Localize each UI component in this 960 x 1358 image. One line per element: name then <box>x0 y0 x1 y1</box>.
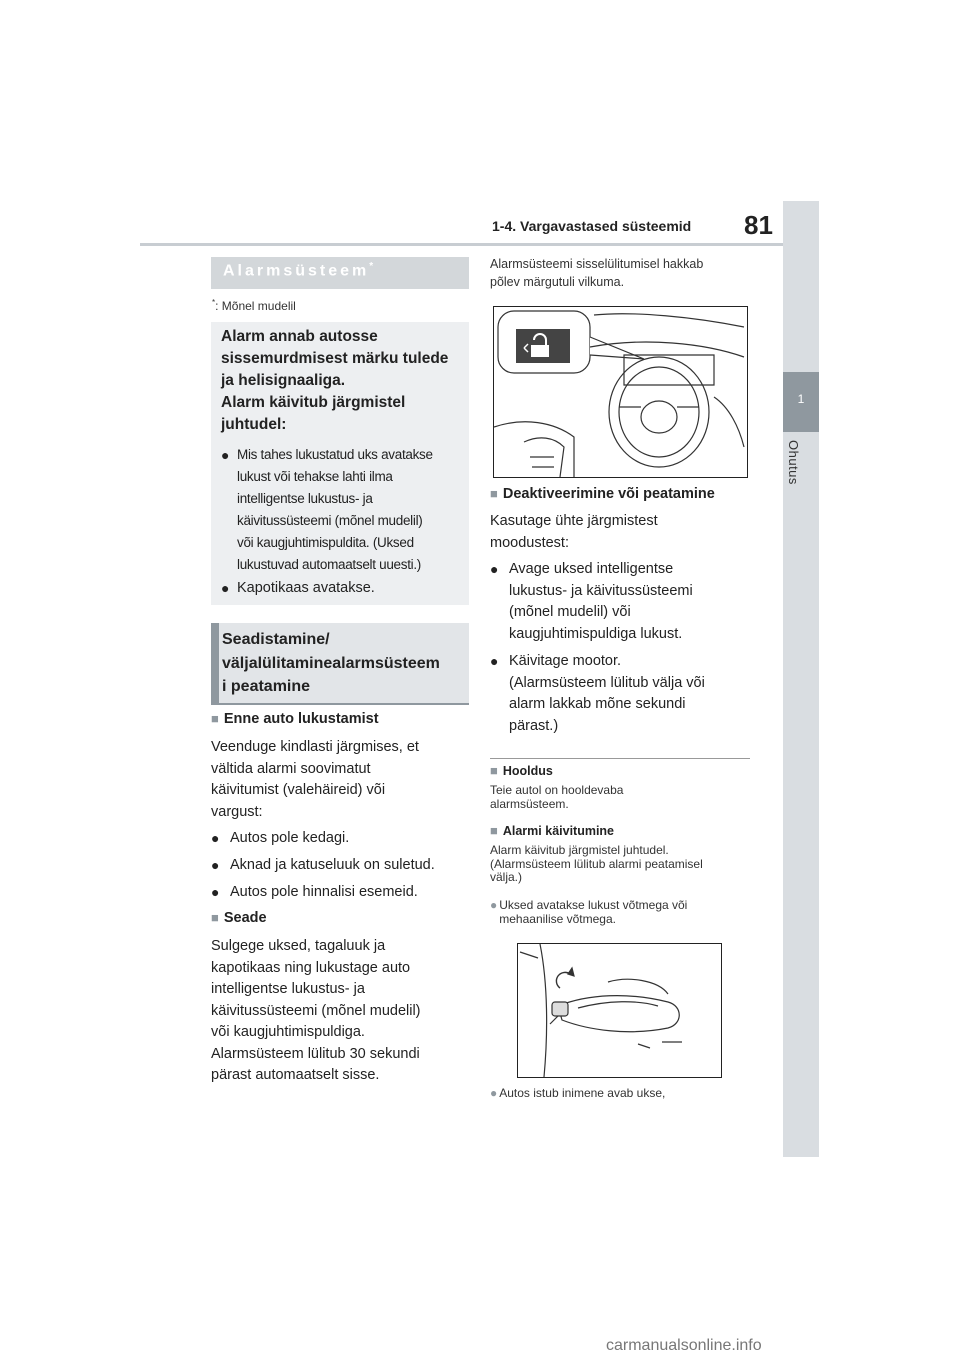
bullet-icon: ● <box>211 884 220 900</box>
bullet-icon: ● <box>211 830 220 846</box>
subsection-divider <box>211 703 469 705</box>
bullet-icon: ● <box>211 857 220 873</box>
footnote: *: Mõnel mudelil <box>212 298 296 313</box>
indicator-intro: Alarmsüsteemi sisselülitumisel hakkab põlev märgutuli vilkuma. <box>490 257 704 289</box>
notes-divider <box>490 758 750 759</box>
page-number: 81 <box>744 210 773 240</box>
info-bullet-door: ● Mis tahes lukustatud uks avatakse lukust või tehakse lahti ilma intelligentse lukustus- ja käivitussüsteemi (mõnel mudelil) või kaugjuhtimispuldita. (Uksed lukustuvad automaatselt uuesti.) <box>221 444 461 576</box>
heading-before-locking: ■ Enne auto lukustamist <box>211 711 379 727</box>
note-heading-maintenance: ■ Hooldus <box>490 763 553 778</box>
list-item: ● Aknad ja katuseluuk on suletud. <box>211 855 435 877</box>
chapter-tab-strip <box>783 201 819 1157</box>
header-divider <box>140 243 783 246</box>
heading-deactivation: ■ Deaktiveerimine või peatamine <box>490 486 715 502</box>
square-bullet-icon: ■ <box>490 486 498 501</box>
note-maintenance-text: Teie autol on hooldevaba alarmsüsteem. <box>490 783 624 811</box>
square-bullet-icon: ■ <box>490 763 498 778</box>
list-item: ● Käivitage mootor. (Alarmsüsteem lülitub välja või alarm lakkab mõne sekundi pärast.) <box>490 651 752 737</box>
square-bullet-icon: ■ <box>211 910 219 925</box>
note-bullet-key: ● Uksed avatakse lukust võtmega või mehaanilise võtmega. <box>490 898 688 926</box>
heading-setting: ■ Seade <box>211 910 267 926</box>
info-box-lead: Alarm annab autosse sissemurdmisest märku tulede ja helisignaaliga. Alarm käivitub järgmistel juhtudel: <box>221 328 449 433</box>
bullet-icon: ● <box>221 580 230 596</box>
bullet-icon: ● <box>490 653 499 669</box>
bullet-icon: ● <box>490 898 498 912</box>
subsection-accent <box>211 623 219 703</box>
note-triggering-text: Alarm käivitub järgmistel juhtudel. (Alarmsüsteem lülitub alarmi peatamisel välja.) <box>490 843 703 884</box>
dashboard-indicator-illustration <box>493 306 748 478</box>
list-item: ● Autos pole kedagi. <box>211 828 349 850</box>
paragraph-setting: Sulgege uksed, tagaluuk ja kapotikaas ning lukustage auto intelligentse lukustus- ja käivitussüsteemi (mõnel mudelil) või kaugjuhtimispuldiga. Alarmsüsteem lülitub 30 sekundi pärast automaatselt sisse. <box>211 938 421 1083</box>
bullet-icon: ● <box>490 561 499 577</box>
bullet-icon: ● <box>490 1086 498 1100</box>
note-bullet-occupant: ● Autos istub inimene avab ukse, <box>490 1086 666 1100</box>
watermark: carmanualsonline.info <box>606 1337 762 1354</box>
note-heading-triggering: ■ Alarmi käivitumine <box>490 823 615 838</box>
door-handle-key-illustration <box>517 943 722 1078</box>
section-title: Alarmsüsteem* <box>223 261 374 280</box>
bullet-icon: ● <box>221 447 230 463</box>
subsection-title: Seadistamine/ väljalülitaminealarmsüsteem i peatamine <box>222 631 440 695</box>
paragraph-deactivation: Kasutage ühte järgmistest moodustest: <box>490 513 658 551</box>
chapter-tab-number: 1 <box>797 392 805 406</box>
square-bullet-icon: ■ <box>490 823 498 838</box>
list-item: ● Avage uksed intelligentse lukustus- ja käivitussüsteemi (mõnel mudelil) või kaugjuhtimispuldiga lukust. <box>490 559 752 645</box>
info-bullet-hood: ● Kapotikaas avatakse. <box>221 580 375 596</box>
section-header: 1-4. Vargavastased süsteemid <box>492 218 692 234</box>
paragraph-before-locking: Veenduge kindlasti järgmises, et vältida alarmi soovimatut käivitumist (valehäireid) või vargust: <box>211 739 419 820</box>
chapter-tab-label: Ohutus <box>786 440 801 485</box>
square-bullet-icon: ■ <box>211 711 219 726</box>
list-item: ● Autos pole hinnalisi esemeid. <box>211 882 418 904</box>
